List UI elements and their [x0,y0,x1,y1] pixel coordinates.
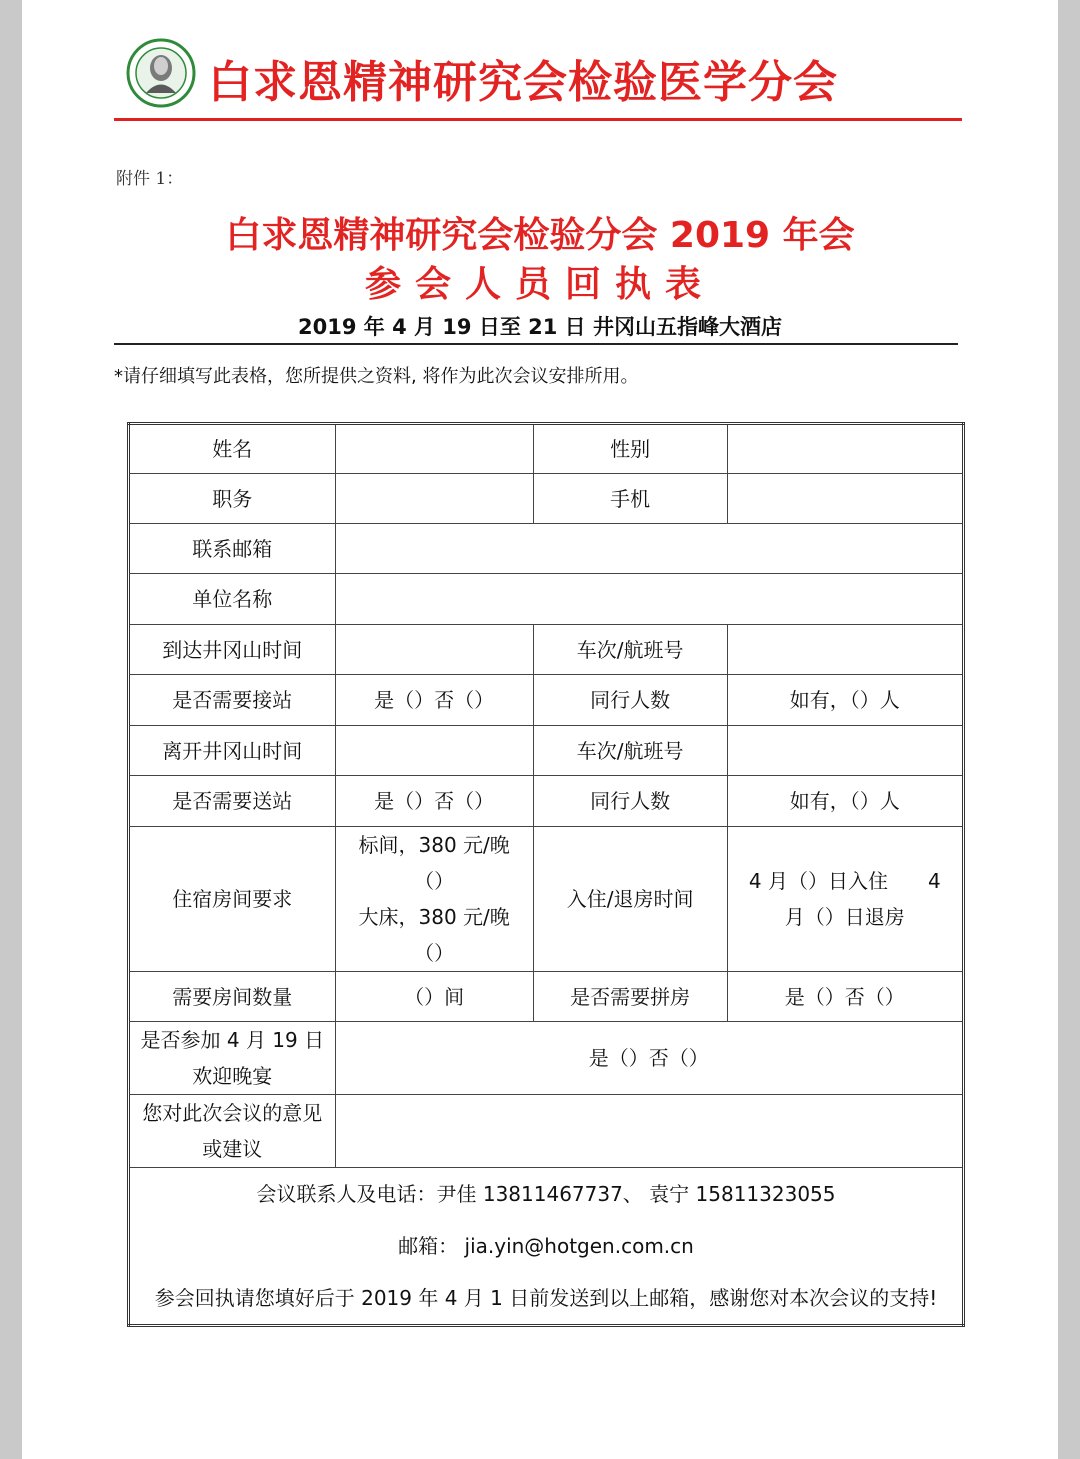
arrive-companions-field[interactable]: 如有，（）人 [727,675,963,726]
table-row [129,1022,964,1095]
organization-seal-logo [126,38,196,108]
unit-label: 单位名称 [129,574,336,625]
document-title: 白求恩精神研究会检验分会 2019 年会 [225,215,855,256]
dropoff-choice[interactable]: 是（）否（） [335,776,533,827]
name-field[interactable] [335,424,533,474]
document-page [22,0,1058,1459]
room-option-king-check: （） [414,941,455,965]
email-field[interactable] [335,524,963,574]
table-row [129,574,964,625]
title-divider [114,343,958,345]
header-divider [114,118,962,121]
organization-name: 白求恩精神研究会检验医学分会 [208,57,838,108]
banquet-label-line2: 欢迎晚宴 [192,1064,273,1088]
table-row [129,524,964,574]
table-row [129,1095,964,1168]
banquet-label-line1: 是否参加 4 月 19 日 [140,1028,325,1052]
position-label: 职务 [129,474,336,524]
checkout-date: 月（）日退房 [784,905,905,929]
banquet-label [129,1022,336,1095]
suggestion-label [129,1095,336,1168]
leave-time-field[interactable] [335,726,533,776]
suggestion-field[interactable] [335,1095,963,1168]
mobile-label: 手机 [533,474,727,524]
suggestion-label-line1: 您对此次会议的意见 [142,1101,323,1125]
instruction-note: *请仔细填写此表格，您所提供之资料, 将作为此次会议安排所用。 [114,366,639,387]
leave-companions-label: 同行人数 [533,776,727,827]
checkin-checkout-field[interactable] [727,827,963,972]
contact-email: 邮箱： jia.yin@hotgen.com.cn [398,1234,694,1258]
table-row [129,827,964,972]
room-share-label: 是否需要拼房 [533,972,727,1022]
attachment-label: 附件 1： [116,169,184,189]
name-label: 姓名 [129,424,336,474]
room-share-choice[interactable]: 是（）否（） [727,972,963,1022]
table-row [129,1168,964,1326]
room-option-king: 大床，380 元/晚 [358,905,510,929]
room-count-field[interactable]: （）间 [335,972,533,1022]
banquet-choice[interactable]: 是（）否（） [335,1022,963,1095]
checkin-date: 4 月（）日入住 4 [748,869,941,893]
room-option-standard: 标间，380 元/晚 [358,833,510,857]
leave-time-label: 离开井冈山时间 [129,726,336,776]
arrive-time-label: 到达井冈山时间 [129,625,336,675]
leave-companions-field[interactable]: 如有，（）人 [727,776,963,827]
submission-reminder: 参会回执请您填好后于 2019 年 4 月 1 日前发送到以上邮箱，感谢您对本次会议的支持! [154,1286,938,1310]
table-row [129,625,964,675]
room-count-label: 需要房间数量 [129,972,336,1022]
suggestion-label-line2: 或建议 [202,1137,263,1161]
unit-field[interactable] [335,574,963,625]
dropoff-label: 是否需要送站 [129,776,336,827]
arrive-train-flight-label: 车次/航班号 [533,625,727,675]
contact-info-cell [129,1168,964,1326]
gender-label: 性别 [533,424,727,474]
room-requirement-label: 住宿房间要求 [129,827,336,972]
table-row [129,776,964,827]
pickup-choice[interactable]: 是（）否（） [335,675,533,726]
arrive-time-field[interactable] [335,625,533,675]
table-row [129,675,964,726]
room-type-choice[interactable] [335,827,533,972]
gender-field[interactable] [727,424,963,474]
arrive-train-flight-field[interactable] [727,625,963,675]
leave-train-flight-field[interactable] [727,726,963,776]
table-row [129,474,964,524]
position-field[interactable] [335,474,533,524]
letterhead [120,36,970,120]
contact-persons: 会议联系人及电话：尹佳 13811467737、 袁宁 15811323055 [256,1182,836,1206]
mobile-field[interactable] [727,474,963,524]
table-row [129,726,964,776]
email-label: 联系邮箱 [129,524,336,574]
leave-train-flight-label: 车次/航班号 [533,726,727,776]
table-row [129,424,964,474]
document-subtitle-form-name: 参会人员回执表 [364,264,715,305]
event-date-venue: 2019 年 4 月 19 日至 21 日 井冈山五指峰大酒店 [298,315,782,339]
checkin-checkout-label: 入住/退房时间 [533,827,727,972]
room-option-standard-check: （） [414,869,455,893]
pickup-label: 是否需要接站 [129,675,336,726]
arrive-companions-label: 同行人数 [533,675,727,726]
registration-form-table [127,422,965,1327]
table-row [129,972,964,1022]
